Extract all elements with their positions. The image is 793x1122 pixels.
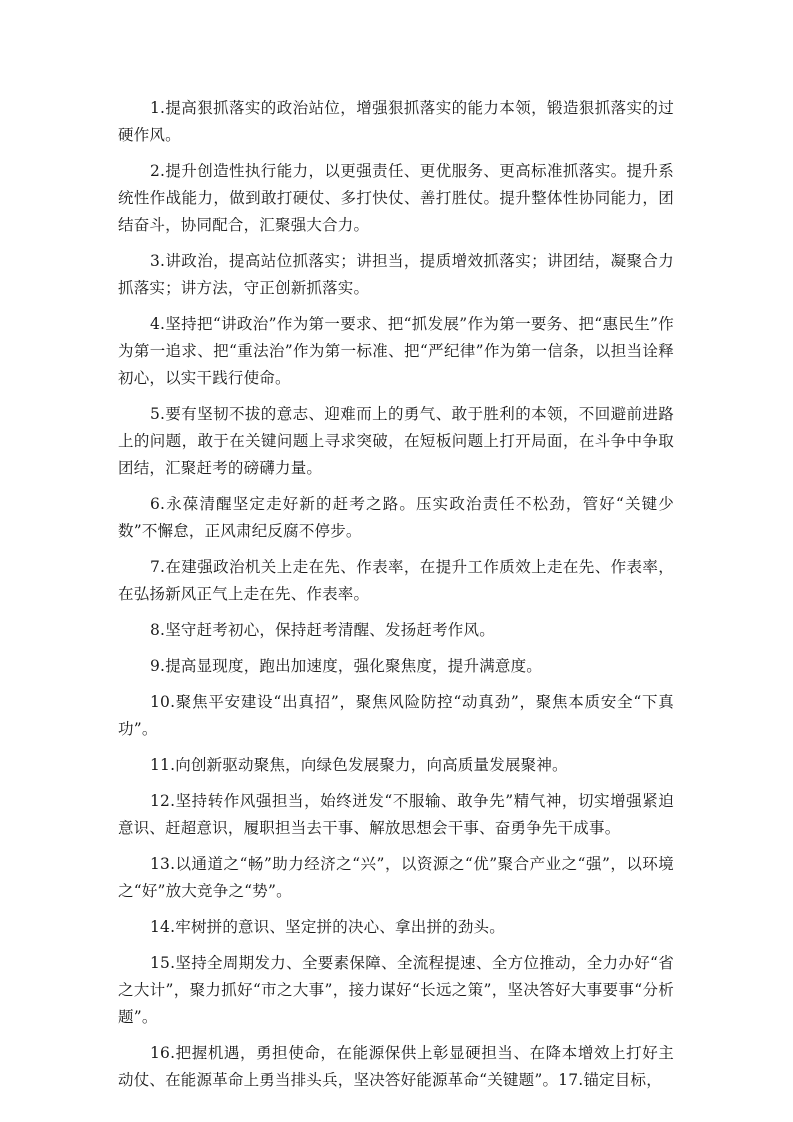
paragraph-15: 15.坚持全周期发力、全要素保障、全流程提速、全方位推动，全力办好“省之大计”，聚力抓好“市之大事”，接力谋好“长远之策”，坚决答好大事要事“分析题”。 xyxy=(118,954,674,1026)
document-body xyxy=(118,95,674,1103)
paragraph-14: 14.牢树拼的意识、坚定拼的决心、拿出拼的劲头。 xyxy=(150,918,505,936)
paragraph-2: 2.提升创造性执行能力，以更强责任、更优服务、更高标准抓落实。提升系统性作战能力，做到敢打硬仗、多打快仗、善打胜仗。提升整体性协同能力，团结奋斗，协同配合，汇聚强大合力。 xyxy=(118,162,674,234)
paragraph-3: 3.讲政治，提高站位抓落实；讲担当，提质增效抓落实；讲团结，凝聚合力抓落实；讲方法，守正创新抓落实。 xyxy=(118,252,674,297)
paragraph-4: 4.坚持把“讲政治”作为第一要求、把“抓发展”作为第一要务、把“惠民生”作为第一追求、把“重法治”作为第一标准、把“严纪律”作为第一信条，以担当诠释初心，以实干践行使命。 xyxy=(118,315,674,387)
paragraph-10: 10.聚焦平安建设“出真招”，聚焦风险防控“动真劲”，聚焦本质安全“下真功”。 xyxy=(118,693,674,738)
paragraph-12: 12.坚持转作风强担当，始终迸发“不服输、敢争先”精气神，切实增强紧迫意识、赶超意识，履职担当去干事、解放思想会干事、奋勇争先干成事。 xyxy=(118,792,674,837)
paragraph-13: 13.以通道之“畅”助力经济之“兴”，以资源之“优”聚合产业之“强”，以环境之“好”放大竞争之“势”。 xyxy=(118,855,674,900)
paragraph-9: 9.提高显现度，跑出加速度，强化聚焦度，提升满意度。 xyxy=(150,657,542,675)
paragraph-6: 6.永葆清醒坚定走好新的赶考之路。压实政治责任不松劲，管好“关键少数”不懈怠，正风肃纪反腐不停步。 xyxy=(118,495,674,540)
paragraph-5: 5.要有坚韧不拔的意志、迎难而上的勇气、敢于胜利的本领，不回避前进路上的问题，敢于在关键问题上寻求突破，在短板问题上打开局面，在斗争中争取团结，汇聚赶考的磅礴力量。 xyxy=(118,405,674,477)
paragraph-16: 16.把握机遇，勇担使命，在能源保供上彰显硬担当、在降本增效上打好主动仗、在能源革命上勇当排头兵，坚决答好能源革命“关键题”。17.锚定目标， xyxy=(118,1044,674,1089)
paragraph-8: 8.坚守赶考初心，保持赶考清醒、发扬赶考作风。 xyxy=(150,621,495,639)
paragraph-11: 11.向创新驱动聚焦，向绿色发展聚力，向高质量发展聚神。 xyxy=(150,756,568,774)
paragraph-1: 1.提高狠抓落实的政治站位，增强狠抓落实的能力本领，锻造狠抓落实的过硬作风。 xyxy=(118,99,674,144)
paragraph-7: 7.在建强政治机关上走在先、作表率，在提升工作质效上走在先、作表率，在弘扬新风正气上走在先、作表率。 xyxy=(118,558,674,603)
